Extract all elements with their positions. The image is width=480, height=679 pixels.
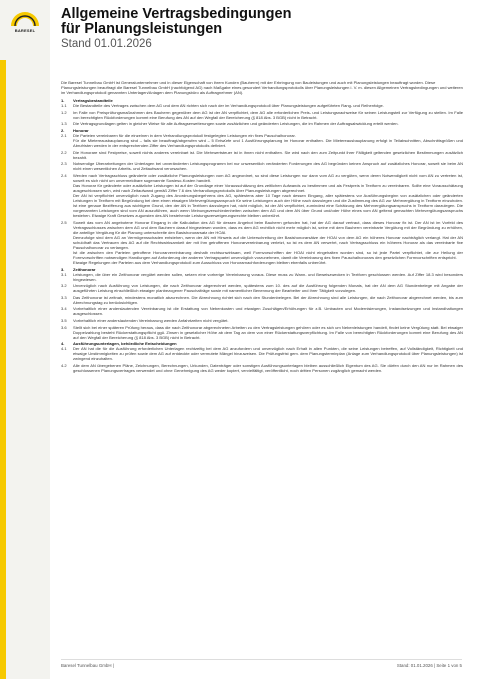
clause-text: Die Vertragsgrundlagen gelten in gleicher Weise für alle Auftragserweiterungen sowie zusätzlichen und geänderten Leistungen, die im Rahmen der Auftragsabwicklung erteilt werden.	[73, 121, 399, 127]
clause-body	[73, 272, 463, 282]
clause-body	[73, 103, 463, 108]
clause	[61, 161, 463, 171]
clause-body	[73, 363, 463, 373]
clause-number: 4.2	[61, 362, 67, 368]
clause-number: 2.5	[61, 219, 67, 225]
clause-number: 3.4	[61, 306, 67, 312]
footer-company: Baresel Tunnelbau GmbH |	[61, 663, 114, 668]
clause-number: 1.3	[61, 121, 67, 127]
clause-body	[73, 306, 463, 316]
section-title: Honorar	[73, 127, 89, 133]
clause-number: 1.2	[61, 109, 67, 115]
clause-body	[73, 346, 463, 361]
clause-paragraph: Das Honorar für geänderte oder zusätzliche Leistungen ist auf der Grundlage einer Vorausschätzung des zeitlichen Aufwands zu bestimmen und als Festpreis in Textform zu vereinbaren. Sollte eine Vorausschätzung ausgeschlossen sein, wird nach Zeitaufwand gemäß Ziffer 7.6 des Verhandlungsprotokolls über Planungsleistungen abgerechnet.	[73, 182, 463, 193]
clause-paragraph: Der AN ist verpflichtet unverzüglich nach Zugang des Anordnungsbegehrens des AG, spätestens aber 10 Tage nach dessen Eingang, aller spätestens vor Ausführungsbeginn von zusätzlichen oder geänderten Leistungen in Textform mit Begründung bei dem einen etwaigen Mehrvergütungsanspruch für seine Leistungen auch der Höhe nach darzulegen und die Zustimmung des AG zur Mehrvergütung in Textform einzuholen. Ist eine genaue Bezifferung aus wichtigem Grund, den der AN in Textform darzulegen hat, nicht möglich, ist der AN verpflichtet, zumindest eine Schätzung des Mehrvergütungsanspruchs in Textform darzulegen. Die vorgenannten Leistungen sind vom AN auszuführen, auch wenn Meinungsverschiedenheiten zwischen dem AG und dem AN über Grund und/oder Höhe eines vom AN geltend gemachten Mehrvergütungsanspruchs bestehen. Etwaige Kraft Gesetzes zugunsten des AN bestehende Leistungsverweigerungsrechte bleiben unberührt.	[73, 192, 463, 219]
clause-body	[73, 283, 463, 293]
clause	[61, 110, 463, 120]
section-title: Zeithonorar	[73, 266, 96, 272]
clause-paragraph: Etwaige Regelungen der Parteien aus dem Verhandlungsprotokoll zum Ausschluss von Honorarnachforderungen bleiben ebenfalls unberührt.	[73, 260, 327, 266]
footer-page-info: Stand: 01.01.2026 | Seite 1 von 5	[396, 663, 462, 668]
clause	[61, 121, 463, 126]
document-title-line-1: Allgemeine Vertragsbedingungen	[61, 6, 292, 22]
logo-wordmark: BARESEL	[14, 28, 36, 33]
clause-number: 3.2	[61, 283, 67, 289]
clause-number: 4.1	[61, 346, 67, 352]
clause	[61, 306, 463, 316]
clause-text: Die Honorare sind Festpreise, soweit nichts anderes vereinbart ist. Die Mehrwertsteuer ist in ihnen nicht enthalten. Sie wird nach den zum Zeitpunkt ihrer Fälligkeit geltenden gesetzlichen Bestimmungen zusätzlich bezahlt.	[73, 149, 463, 160]
clause-body	[73, 110, 463, 120]
section-number: 4.	[61, 341, 65, 347]
clause-body	[73, 325, 463, 340]
clause	[61, 272, 463, 282]
clause-text: Soweit das vom AN angebotene Honorar Eingang in die Kalkulation des AG für dessen Angebot beim Bauherrn gefunden hat, hat der AG darauf vertraut, dass dieses Honorar fix ist. Der AN ist im Vorfeld des Vertragsschlusses zwischen dem AG und dem Bauherrn darauf hingewiesen worden, dass es dem AG rechtlich nicht mehr möglich ist, seine mit dem Bauherrn vereinbarte Vergütung mit der Begründung zu erhöhen, die anteilige Vergütung für die Planung unterschreite den Basishonorarsatz der HOAI.	[73, 219, 463, 235]
clause-number: 1.1	[61, 103, 67, 109]
clause-number: 2.4	[61, 172, 67, 178]
clause-body	[73, 220, 463, 265]
clause-paragraph: Demzufolge sind dem AG an Vermögensschaden entstehen, wenn der AN mit Hinweis auf die Unterschreitung der Basishonorarsätze der HOAI von dem AG ein höheres Honorar nachträglich verlangt. Hat der AN schuldhaft das Vertrauen des AG auf die Rechtswirksamkeit der mit ihm getroffenen Honorarvereinbarung verletzt, so ist es dem AN verwehrt, nach Vertragsschluss ein höheres Honorar als das vereinbarte fixe Pauschalhonorar zu verlangen.	[73, 234, 463, 250]
clause-number: 3.6	[61, 324, 67, 330]
clause-body	[73, 318, 463, 323]
document-body	[61, 80, 463, 374]
clause-body	[73, 173, 463, 218]
clause-body	[73, 161, 463, 171]
clause-body	[73, 150, 463, 160]
clause-number: 3.5	[61, 318, 67, 324]
section-number: 2.	[61, 127, 65, 133]
clause-number: 2.2	[61, 149, 67, 155]
clause-text: Stellt sich bei einer späteren Prüfung heraus, dass die nach Zeithonorar abgerechneten Arbeiten zu den Vertragsleistungen gehören oder es sich um Nebenleistungen handelt, findet keine Vergütung statt. Bei etwaiger Doppelzahlung besteht Rückerstattungspflicht ggü. Zinsen in gesetzlicher Höhe ab dem Tag an dem von einer Rückerstattungsverpflichtung. Im Falle von berechtigten Rückforderungen kommt eine Berufung des AN auf den Wegfall der Bereicherung (§ 818 Abs. 3 BGB) nicht in Betracht.	[73, 324, 463, 340]
clause-body	[73, 295, 463, 305]
clause-text: Vorbehaltlich einer anderslautenden Vereinbarung ist die Erstattung von Nebenkosten und etwaigen Zuschlägen/Erhöhungen für z.B. Umbauten und Modernisierungen, Instandsetzungen und Instandhaltungen ausgeschlossen.	[73, 306, 463, 317]
clause-paragraph: Ist die zwischen den Parteien getroffene Honorarvereinbarung deshalb rechtsunwirksam, weil Formvorschriften der HOAI nicht eingehalten worden sind, so ist jede Partei verpflichtet, die zur Heilung der Formvorschriften notwendigen Handlungen auf Anforderung der anderen Vertragspartei unverzüglich vorzunehmen, damit die Vereinbarung des fixen Pauschalhonorars den gesetzlichen Formvorschriften entspricht.	[73, 249, 463, 260]
clause-text: Alle dem AN übergebenen Pläne, Zeichnungen, Berechnungen, Urkunden, Datenträger oder sonstigen Ausführungsunterlagen bleiben ausschließlich Eigentum des AG. Sie dürfen durch den AN nur im Rahmen des geschlossenen Planungsvertrages verwendet und ohne Genehmigung des AG weder kopiert, vervielfältigt, veröffentlicht, noch dritten Personen zugänglich gemacht werden.	[73, 362, 463, 373]
section-number: 3.	[61, 266, 65, 272]
clause	[61, 363, 463, 373]
clause	[61, 318, 463, 323]
clause-number: 2.1	[61, 132, 67, 138]
clause-text: Die Bestandteile des Vertrages zwischen dem AG und dem AN richten sich nach der im Verhandlungsprotokoll über Planungsleistungen aufgeführten Rang- und Reihenfolge.	[73, 103, 384, 109]
clause-text: Im Falle von Preisprüfungsmaßnahmen des Bauherrn gegenüber dem AG ist der AN verpflichtet, dem AG alle erforderlichen Preis- und Leistungsnachweise für seinen Leistungsteil zur Verfügung zu stellen. Im Falle von berechtigten Rückforderungen kommt eine Berufung des AN auf den Wegfall der Bereicherung (§ 818 Abs. 3 BGB) nicht in Betracht.	[73, 109, 463, 120]
clause-number: 3.1	[61, 271, 67, 277]
clause	[61, 173, 463, 218]
sidebar	[0, 0, 50, 679]
clause	[61, 220, 463, 265]
clause-body	[73, 121, 463, 126]
accent-stripe	[0, 60, 6, 679]
page-footer	[61, 659, 462, 673]
clause-text: Vorbehaltlich einer anderslautenden Vereinbarung werden Anfahrtzeiten nicht vergütet.	[73, 318, 229, 324]
clause	[61, 283, 463, 293]
clause	[61, 346, 463, 361]
clause	[61, 103, 463, 108]
clause-text: Die Parteien vereinbaren für die einzelnen in dem Verhandlungsprotokoll festgelegten Leistungen ein fixes Pauschalhonorar.	[73, 132, 296, 138]
clause-text: Leistungen, die über ein Zeithonorar vergütet werden sollen, setzen eine vorherige Vereinbarung voraus. Diese muss zu Wann- und Beweiszwecken in Textform geschlossen werden. Auf Ziffer 18.3 wird besonders hingewiesen.	[73, 271, 463, 282]
clause-number: 2.3	[61, 161, 67, 167]
document-title-line-2: für Planungsleistungen	[61, 21, 223, 37]
document-date: Stand 01.01.2026	[61, 38, 152, 50]
clause-body	[73, 133, 463, 148]
clause-text: Notwendige Überarbeitungen der Unterlagen bei unveränderten Leistungsprogramm bei nur unwesentlich veränderten Forderungen des AG begründen keinen Anspruch auf zusätzliches Honorar, soweit sie beim AN nicht einen wesentlichen Arbeits- und Zeitaufwand verursachen.	[73, 161, 463, 172]
clause-number: 3.3	[61, 294, 67, 300]
section-title: Ausführungsunterlagen, behördliche Entscheidungen	[73, 341, 177, 347]
intro-paragraph: Die Baresel Tunnelbau GmbH ist Generalunternehmer und in dieser Eigenschaft von ihrem Kunden (Bauherrn) mit der Erbringung von Bauleistungen und auch mit Planungsleistungen beauftragt worden. Diese Planungsleistungen beauftragt die Baresel Tunnelbau GmbH (nachfolgend AG) nach Maßgabe eines gesondert Verhandlungsprotokolls über Planungsleistungen i. V. m. diesen Allgemeinen Vertragsbedingungen und weiteren im Verhandlungsprotokoll genannten Unterlagen/Anlagen dem Planungsbüro als Auftragnehmer (AN).	[61, 80, 463, 96]
clause	[61, 133, 463, 148]
clause	[61, 325, 463, 340]
clause	[61, 150, 463, 160]
clause-text: Das Zeithonorar ist zeitnah, mindestens monatlich abzurechnen. Die Abrechnung richtet sich nach den Stundenbelegen. Bei der Abrechnung sind alle Leistungen, die nach Zeithonorar abgerechnet werden, bis zum Abrechnungstag zu berücksichtigen.	[73, 294, 463, 305]
clause	[61, 295, 463, 305]
clause-paragraph: Für die Mietereausbauplanung sind – falls sie beauftragt/abgerufen wird – 5 Entwürfe und 1 Ausführungsplanung im Honorar enthalten. Die Mietereausbauplanung erfolgt in Teilabschnitten, Abschnittsgrößen und Abrufristen werden in der entsprechenden Ziffer des Verhandlungsprotokolls definiert.	[73, 137, 463, 149]
clause-text: Werden nach Vertragsschluss geänderte oder zusätzliche Planungsleistungen vom AG angeordnet, so sind diese Leistungen nur dann vom AG zu vergüten, wenn deren Notwendigkeit nicht vom AN zu vertreten ist, soweit es sich nicht um unvermeidbare sogenannte Sowieso-Kosten handelt.	[73, 172, 463, 183]
company-logo	[8, 6, 42, 33]
clause-text: Unverzüglich nach Ausführung von Leistungen, die nach Zeithonorar abgerechnet werden, spätestens zum 10. des auf die Ausführung folgenden Monats, hat der AN dem AG Stundenbelege mit Angabe der ausgeführten Leistung einschließlich etwaiger planbezogener Pauschalträge sowie mit namentlicher Benennung der Bearbeiter und ihrer Tätigkeit vorzulegen.	[73, 283, 463, 294]
section-title: Vertragsbestandteile	[73, 98, 113, 104]
section-number: 1.	[61, 98, 65, 104]
clause-text: Der AN hat die für die Ausführung erforderlichen Unterlagen rechtzeitig bei dem AG anzufordern und unverzüglich nach Erhalt in allen Punkten, die seine Leistungen betreffen, auf Vollständigkeit, Richtigkeit und etwaige Unstimmigkeiten zu prüfen sowie dem AG auf entdeckte oder vermutete Mängel hinzuweisen. Die Prüfungsfrist gem. dem Planungsterminplan (Anlage zum Verhandlungsprotokoll über Planungsleistungen) ist zwingend einzuhalten.	[73, 346, 463, 362]
tunnel-arch-icon	[8, 6, 42, 28]
document-header	[61, 7, 461, 50]
